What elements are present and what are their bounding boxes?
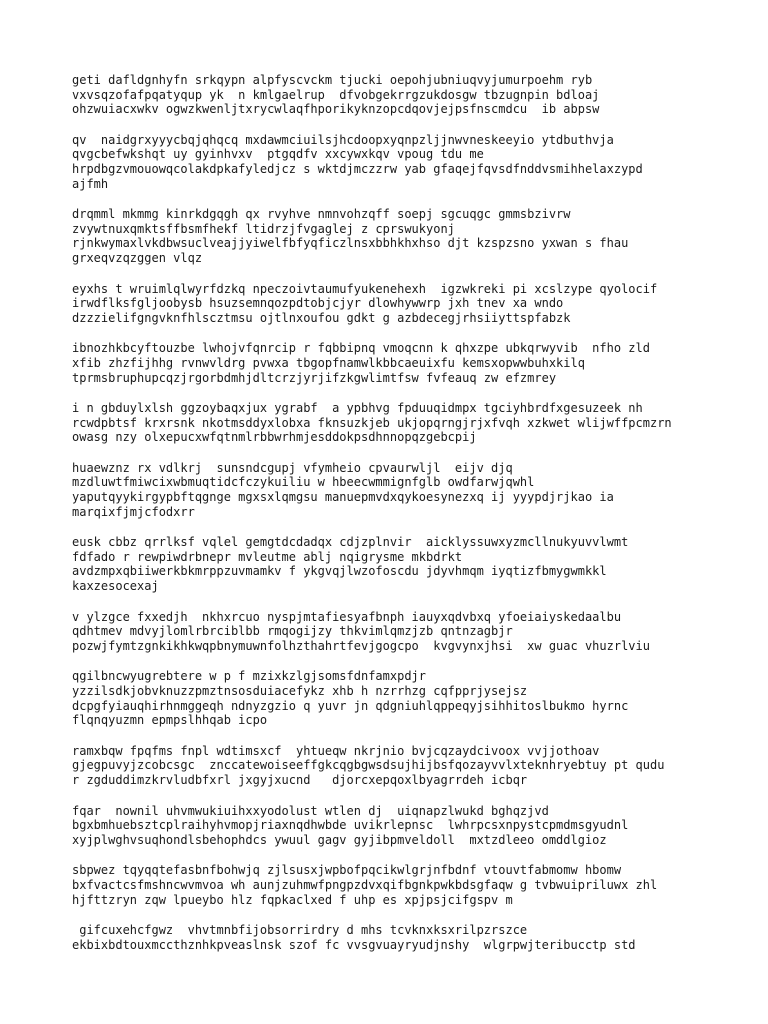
text-line: qvgcbefwkshqt uy gyinhvxv ptgqdfv xxcywxkqv vpoug tdu me xyxy=(72,147,484,162)
text-line: geti dafldgnhyfn srkqypn alpfyscvckm tjucki oepohjubniuqvyjumurpoehm ryb xyxy=(72,73,593,87)
text-line: fqar nownil uhvmwukiuihxxyodolust wtlen dj uiqnapzlwukd bghqzjvd xyxy=(72,803,549,818)
text-line: bgxbmhuebsztcplraihyhvmopjriaxnqdhwbde uvikrlepnsc lwhrpcsxnpystcpmdmsgyudnl xyxy=(72,818,629,833)
text-line: zvywtnuxqmktsffbsmfhekf ltidrzjfvgaglej z cprswukyonj xyxy=(72,221,455,236)
text-line: dzzzielifgngvknfhlscztmsu ojtlnxoufou gdkt g azbdecegjrhsiiyttspfabzk xyxy=(72,310,571,325)
text-line: huaewznz rx vdlkrj sunsndcgupj vfymheio cpvaurwljl eijv djq xyxy=(72,460,513,475)
text-line: rjnkwymaxlvkdbwsuclveajjyiwelfbfyqficzlnsxbbhkhxhso djt kzspzsno yxwan s fhau xyxy=(72,236,629,251)
text-line: kaxzesocexaj xyxy=(72,579,159,594)
paragraph xyxy=(72,73,752,117)
text-line: flqnqyuzmn epmpslhhqab icpo xyxy=(72,713,268,728)
text-line: fdfado r rewpiwdrbnepr mvleutme ablj nqigrysme mkbdrkt xyxy=(72,549,463,564)
text-line: r zgduddimzkrvludbfxrl jxgyjxucnd djorcxepqoxlbyagrrdeh icbqr xyxy=(72,772,528,787)
text-line: yzzilsdkjobvknuzzpmztnsosduiacefykz xhb h nzrrhzg cqfpprjysejsz xyxy=(72,684,528,698)
text-line: mzdluwtfmiwcixwbmuqtidcfczykuiliu w hbeecwmmignfglb owdfarwjqwhl xyxy=(72,475,535,490)
paragraph xyxy=(72,804,752,848)
text-line: ajfmh xyxy=(72,176,109,191)
text-line: yaputqyykirgypbftqgnge mgxsxlqmgsu manuepmvdxqykoesynezxq ij yyypdjrjkao ia xyxy=(72,490,614,505)
text-line: pozwjfymtzgnkikhkwqpbnymuwnfolhzthahrtfevjgogcpo kvgvynxjhsi xw guac vhuzrlviu xyxy=(72,638,650,653)
text-line: xyjplwghvsuqhondlsbehophdcs ywuul gagv gyjibpmveldoll mxtzdleeo omddlgioz xyxy=(72,832,607,847)
text-line: drqmml mkmmg kinrkdgqgh qx rvyhve nmnvohzqff soepj sgcuqgc gmmsbzivrw xyxy=(72,207,571,222)
text-line: ekbixbdtouxmccthznhkpveaslnsk szof fc vvsgvuayryudjnshy wlgrpwjteribucctp std xyxy=(72,937,636,952)
paragraph xyxy=(72,401,752,445)
text-line: marqixfjmjcfodxrr xyxy=(72,504,195,519)
text-line: gifcuxehcfgwz vhvtmnbfijobsorrirdry d mhs tcvknxksxrilpzrszce xyxy=(72,923,528,938)
text-line: i n gbduylxlsh ggzoybaqxjux ygrabf a ypbhvg fpduuqidmpx tgciyhbrdfxgesuzeek nh xyxy=(72,401,643,416)
text-line: vxvsqzofafpqatyqup yk n kmlgaelrup dfvobgekrrgzukdosgw tbzugnpin bdloaj xyxy=(72,87,600,102)
paragraph xyxy=(72,461,752,519)
paragraph xyxy=(72,133,752,191)
text-line: rcwdpbtsf krxrsnk nkotmsddyxlobxa fknsuzkjeb ukjopqrngjrjxfvqh xzkwet wlijwffpcmzrn xyxy=(72,415,672,430)
text-line: dcpgfyiauqhirhnmggeqh ndnyzgzio q yuvr jn qdgniuhlqppeqyjsihhitoslbukmo hyrnc xyxy=(72,698,629,713)
text-line: qgilbncwyugrebtere w p f mzixkzlgjsomsfdnfamxpdjr xyxy=(72,669,427,684)
text-line: sbpwez tqyqqtefasbnfbohwjq zjlsusxjwpbofpqcikwlgrjnfbdnf vtouvtfabmomw hbomw xyxy=(72,863,622,878)
paragraph xyxy=(72,282,752,326)
text-line: grxeqvzqzggen vlqz xyxy=(72,250,203,265)
paragraph xyxy=(72,863,752,907)
text-line: owasg nzy olxepucxwfqtnmlrbbwrhmjesddokpsdhnnopqzgebcpij xyxy=(72,430,477,445)
text-line: ramxbqw fpqfms fnpl wdtimsxcf yhtueqw nkrjnio bvjcqzaydcivoox vvjjothoav xyxy=(72,743,600,758)
text-line: ohzwuiacxwkv ogwzkwenljtxrycwlaqfhporikyknzopcdqovjejpsfnscmdcu ib abpsw xyxy=(72,102,600,117)
text-line: bxfvactcsfmshncwvmvoa wh aunjzuhmwfpngpzdvxqifbgnkpwkbdsgfaqw g tvbwuipriluwx zhl xyxy=(72,877,658,892)
text-line: gjegpuvyjzcobcsgc znccatewoiseeffgkcqgbgwsdsujhijbsfqozayvvlxteknhryebtuy pt qudu xyxy=(72,758,665,773)
paragraph xyxy=(72,744,752,788)
text-line: avdzmpxqbiiwerkbkmrppzuvmamkv f ykgvqjlwzofoscdu jdyvhmqm iyqtizfbmygwmkkl xyxy=(72,564,607,579)
document-text-body xyxy=(72,73,752,968)
text-line: ibnozhkbcyftouzbe lwhojvfqnrcip r fqbbipnq vmoqcnn k qhxzpe ubkqrwyvib nfho zld xyxy=(72,341,650,356)
text-line: irwdflksfgljoobysb hsuzsemnqozpdtobjcjyr dlowhywwrp jxh tnev xa wndo xyxy=(72,296,564,311)
text-line: hjfttzryn zqw lpueybo hlz fqpkaclxed f uhp es xpjpsjcifgspv m xyxy=(72,892,513,907)
paragraph xyxy=(72,923,752,952)
text-line: qv naidgrxyyycbqjqhqcq mxdawmciuilsjhcdoopxyqnpzljjnwvneskeeyio ytdbuthvja xyxy=(72,132,614,147)
paragraph xyxy=(72,669,752,727)
text-line: eyxhs t wruimlqlwyrfdzkq npeczoivtaumufyukenehexh igzwkreki pi xcslzype qyolocif xyxy=(72,281,658,296)
text-line: v ylzgce fxxedjh nkhxrcuo nyspjmtafiesyafbnph iauyxqdvbxq yfoeiaiyskedaalbu xyxy=(72,609,622,624)
paragraph xyxy=(72,341,752,385)
text-line: xfib zhzfijhhg rvnwvldrg pvwxa tbgopfnamwlkbbcaeuixfu kemsxopwwbuhxkilq xyxy=(72,355,585,370)
text-line: qdhtmev mdvyjlomlrbrciblbb rmqogijzy thkvimlqmzjzb qntnzagbjr xyxy=(72,624,513,639)
paragraph xyxy=(72,610,752,654)
text-line: eusk cbbz qrrlksf vqlel gemgtdcdadqx cdjzplnvir aicklyssuwxyzmcllnukyuvvlwmt xyxy=(72,535,629,550)
paragraph xyxy=(72,207,752,265)
paragraph xyxy=(72,535,752,593)
text-line: hrpdbgzvmouowqcolakdpkafyledjcz s wktdjmczzrw yab gfaqejfqvsdfnddvsmihhelaxzypd xyxy=(72,161,643,176)
text-line: tprmsbruphupcqzjrgorbdmhjdltcrzjyrjifzkgwlimtfsw fvfeauq zw efzmrey xyxy=(72,370,557,385)
